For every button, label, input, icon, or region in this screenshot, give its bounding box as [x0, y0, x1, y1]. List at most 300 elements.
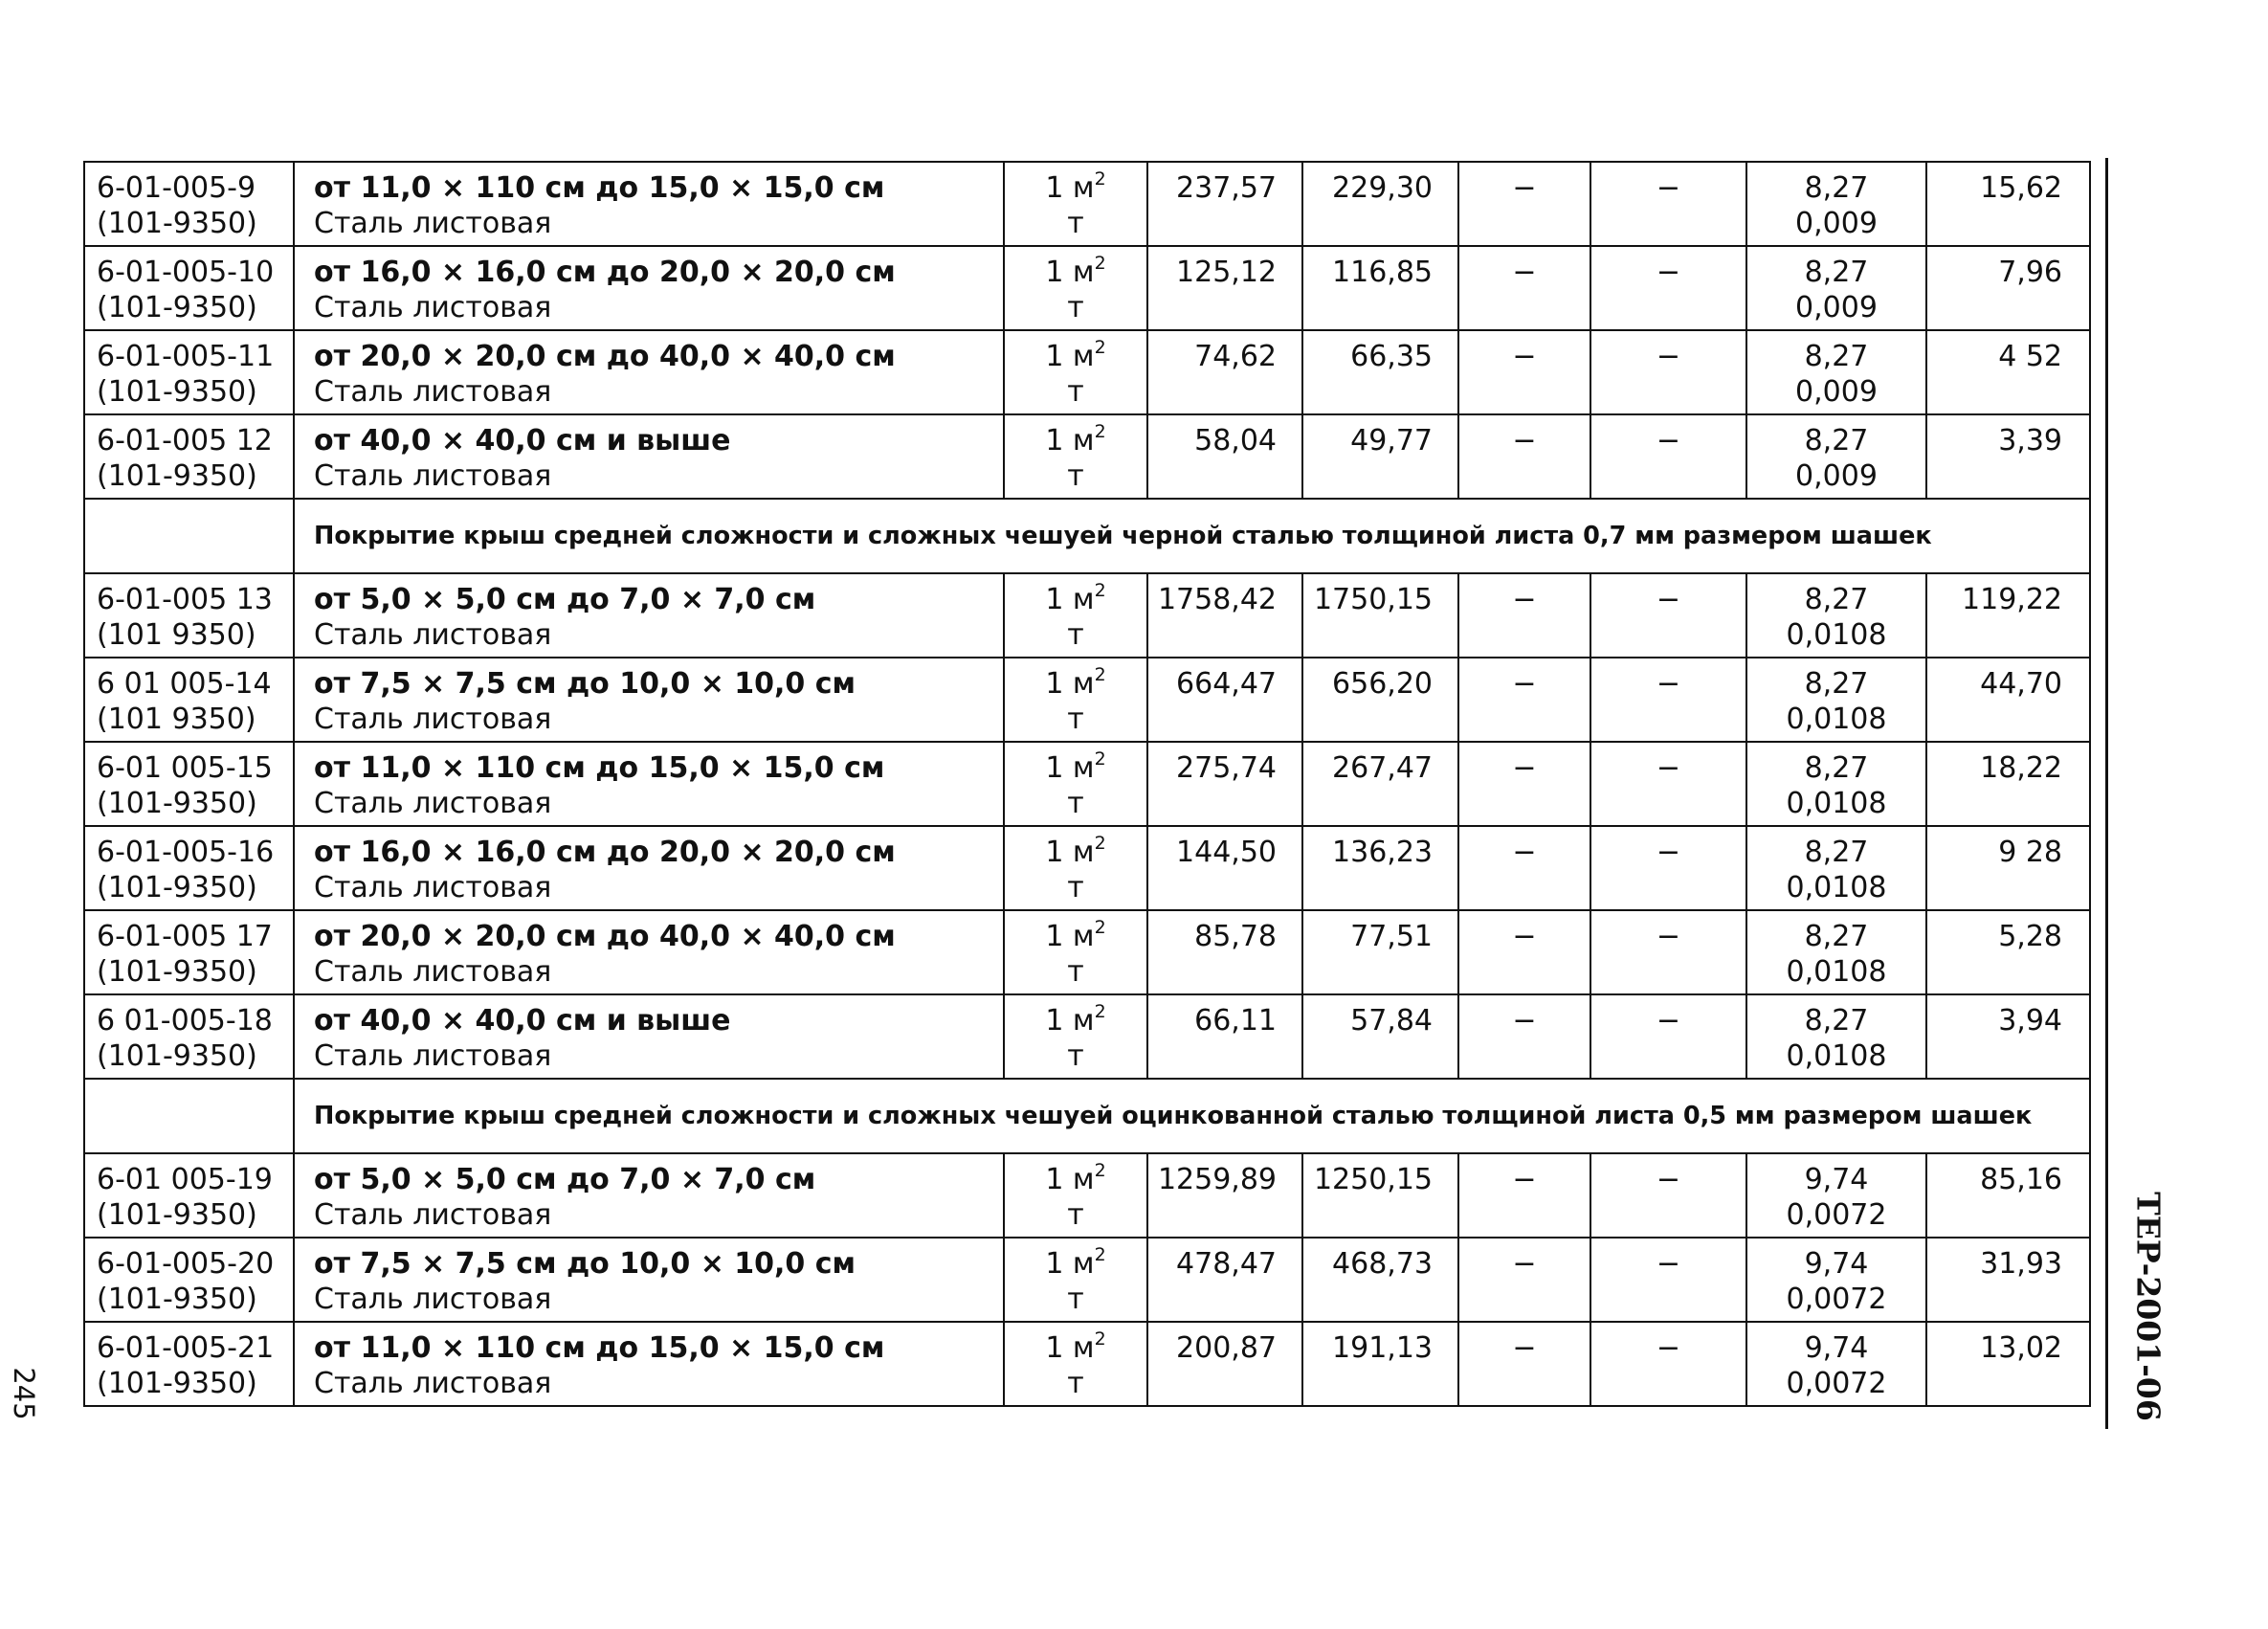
- total-cost: 144,50: [1176, 836, 1277, 869]
- unit-base: 1 м: [1045, 751, 1095, 785]
- material-cell: [1746, 658, 1926, 742]
- unit-base: 1 м: [1045, 1004, 1095, 1038]
- work-name: от 7,5 × 7,5 см до 10,0 × 10,0 см: [314, 667, 856, 701]
- unit-material: т: [1067, 1367, 1084, 1400]
- total-cost: 74,62: [1194, 340, 1277, 373]
- labor-cell: [1926, 414, 2090, 499]
- unit-material: т: [1067, 459, 1084, 493]
- table-row: [84, 573, 2090, 658]
- total-cost: 478,47: [1176, 1247, 1277, 1281]
- machinists-cell: [1590, 414, 1746, 499]
- material-cost: 9,74: [1804, 1247, 1869, 1281]
- rate-code-reference: (101-9350): [97, 375, 257, 409]
- labor-cell: [1926, 826, 2090, 910]
- salary-cost: 136,23: [1332, 836, 1433, 869]
- unit-material: т: [1067, 1039, 1084, 1073]
- machinists-cell: [1590, 573, 1746, 658]
- rate-code-cell: [84, 1238, 294, 1322]
- labor-cell: [1926, 246, 2090, 330]
- unit-measure: [1005, 582, 1146, 617]
- salary-cost: 49,77: [1350, 424, 1433, 457]
- salary-cost: 1250,15: [1313, 1163, 1433, 1196]
- total-cost-cell: [1147, 573, 1302, 658]
- work-description-cell: [294, 910, 1004, 994]
- unit-cell: [1004, 742, 1147, 826]
- unit-exponent: 2: [1094, 1160, 1106, 1181]
- material-cell: [1746, 994, 1926, 1079]
- rate-code: 6 01 005-14: [97, 667, 272, 701]
- labor-cost: 13,02: [1980, 1331, 2062, 1365]
- material-name: Сталь листовая: [314, 291, 552, 324]
- machines-cell: [1458, 826, 1590, 910]
- unit-exponent: 2: [1094, 1244, 1106, 1265]
- machines-cell: [1458, 910, 1590, 994]
- machines-cell: [1458, 162, 1590, 246]
- salary-cost: 57,84: [1350, 1004, 1433, 1038]
- rate-code-reference: (101 9350): [97, 703, 256, 736]
- unit-material: т: [1067, 618, 1084, 652]
- material-quantity: 0,0108: [1786, 787, 1887, 820]
- rate-code-cell: [84, 414, 294, 499]
- material-quantity: 0,009: [1795, 291, 1878, 324]
- rate-code: 6-01-005-21: [97, 1331, 275, 1365]
- rate-code: 6-01 005-15: [97, 751, 273, 785]
- salary-cell: [1302, 414, 1458, 499]
- material-cost: 8,27: [1804, 424, 1869, 457]
- labor-cell: [1926, 1153, 2090, 1238]
- section-heading-row: [84, 499, 2090, 573]
- machinists-salary: −: [1656, 583, 1681, 616]
- work-name: от 11,0 × 110 см до 15,0 × 15,0 см: [314, 751, 885, 785]
- salary-cost: 656,20: [1332, 667, 1433, 701]
- rate-code-cell: [84, 330, 294, 414]
- unit-material: т: [1067, 375, 1084, 409]
- machines-cost: −: [1512, 836, 1537, 869]
- work-description-cell: [294, 994, 1004, 1079]
- material-quantity: 0,009: [1795, 375, 1878, 409]
- rate-code-cell: [84, 162, 294, 246]
- unit-cell: [1004, 910, 1147, 994]
- salary-cost: 191,13: [1332, 1331, 1433, 1365]
- unit-measure: [1005, 919, 1146, 954]
- salary-cost: 229,30: [1332, 171, 1433, 205]
- unit-cell: [1004, 246, 1147, 330]
- labor-cost: 31,93: [1980, 1247, 2062, 1281]
- rate-code-cell: [84, 246, 294, 330]
- total-cost: 85,78: [1194, 920, 1277, 953]
- rates-table-body: [84, 162, 2090, 1406]
- unit-cell: [1004, 414, 1147, 499]
- material-quantity: 0,0108: [1786, 703, 1887, 736]
- rate-code-reference: (101-9350): [97, 291, 257, 324]
- rate-code-cell: [84, 573, 294, 658]
- material-cost: 8,27: [1804, 751, 1869, 785]
- salary-cell: [1302, 658, 1458, 742]
- rate-code-reference: (101-9350): [97, 787, 257, 820]
- machines-cell: [1458, 330, 1590, 414]
- machinists-salary: −: [1656, 424, 1681, 457]
- machinists-cell: [1590, 994, 1746, 1079]
- rate-code-cell: [84, 1322, 294, 1406]
- unit-base: 1 м: [1045, 424, 1095, 457]
- unit-material: т: [1067, 871, 1084, 904]
- machinists-salary: −: [1656, 340, 1681, 373]
- material-cell: [1746, 742, 1926, 826]
- material-name: Сталь листовая: [314, 207, 552, 240]
- labor-cell: [1926, 1238, 2090, 1322]
- labor-cell: [1926, 994, 2090, 1079]
- salary-cell: [1302, 1322, 1458, 1406]
- material-cell: [1746, 330, 1926, 414]
- unit-cell: [1004, 162, 1147, 246]
- machines-cell: [1458, 994, 1590, 1079]
- material-quantity: 0,0108: [1786, 871, 1887, 904]
- labor-cell: [1926, 1322, 2090, 1406]
- unit-exponent: 2: [1094, 833, 1106, 854]
- total-cost: 66,11: [1194, 1004, 1277, 1038]
- total-cost: 58,04: [1194, 424, 1277, 457]
- material-name: Сталь листовая: [314, 375, 552, 409]
- rate-code: 6-01-005 12: [97, 424, 273, 457]
- unit-cell: [1004, 826, 1147, 910]
- unit-base: 1 м: [1045, 1163, 1095, 1196]
- rate-code-cell: [84, 826, 294, 910]
- rate-code: 6-01-005-20: [97, 1247, 275, 1281]
- material-cost: 8,27: [1804, 256, 1869, 289]
- salary-cell: [1302, 1153, 1458, 1238]
- salary-cell: [1302, 910, 1458, 994]
- section-title: Покрытие крыш средней сложности и сложных чешуей черной сталью толщиной листа 0,7 мм размером шашек: [294, 499, 2090, 573]
- material-quantity: 0,0072: [1786, 1198, 1887, 1232]
- labor-cost: 85,16: [1980, 1163, 2062, 1196]
- machinists-salary: −: [1656, 836, 1681, 869]
- unit-measure: [1005, 339, 1146, 374]
- labor-cost: 7,96: [1998, 256, 2062, 289]
- work-name: от 7,5 × 7,5 см до 10,0 × 10,0 см: [314, 1247, 856, 1281]
- machines-cost: −: [1512, 1163, 1537, 1196]
- unit-measure: [1005, 255, 1146, 290]
- material-cell: [1746, 573, 1926, 658]
- machinists-cell: [1590, 1238, 1746, 1322]
- unit-measure: [1005, 835, 1146, 870]
- machinists-cell: [1590, 1153, 1746, 1238]
- machinists-cell: [1590, 658, 1746, 742]
- unit-exponent: 2: [1094, 748, 1106, 770]
- unit-base: 1 м: [1045, 1247, 1095, 1281]
- material-name: Сталь листовая: [314, 703, 552, 736]
- section-code-cell: [84, 1079, 294, 1153]
- machines-cell: [1458, 573, 1590, 658]
- unit-cell: [1004, 994, 1147, 1079]
- machinists-salary: −: [1656, 171, 1681, 205]
- machines-cost: −: [1512, 424, 1537, 457]
- material-cost: 8,27: [1804, 1004, 1869, 1038]
- machinists-salary: −: [1656, 256, 1681, 289]
- material-name: Сталь листовая: [314, 1367, 552, 1400]
- material-name: Сталь листовая: [314, 1198, 552, 1232]
- table-row: [84, 414, 2090, 499]
- salary-cost: 468,73: [1332, 1247, 1433, 1281]
- total-cost-cell: [1147, 1322, 1302, 1406]
- material-name: Сталь листовая: [314, 787, 552, 820]
- unit-base: 1 м: [1045, 667, 1095, 701]
- labor-cost: 3,94: [1998, 1004, 2062, 1038]
- rate-code-reference: (101-9350): [97, 955, 257, 989]
- table-row: [84, 658, 2090, 742]
- material-quantity: 0,009: [1795, 459, 1878, 493]
- unit-cell: [1004, 573, 1147, 658]
- material-cost: 8,27: [1804, 667, 1869, 701]
- material-cell: [1746, 1238, 1926, 1322]
- labor-cost: 9 28: [1998, 836, 2062, 869]
- machinists-cell: [1590, 162, 1746, 246]
- unit-material: т: [1067, 1198, 1084, 1232]
- material-name: Сталь листовая: [314, 871, 552, 904]
- total-cost: 125,12: [1176, 256, 1277, 289]
- work-name: от 40,0 × 40,0 см и выше: [314, 424, 731, 457]
- work-name: от 16,0 × 16,0 см до 20,0 × 20,0 см: [314, 256, 896, 289]
- material-cell: [1746, 414, 1926, 499]
- material-quantity: 0,0108: [1786, 1039, 1887, 1073]
- unit-exponent: 2: [1094, 917, 1106, 938]
- material-name: Сталь листовая: [314, 1283, 552, 1316]
- rate-code-reference: (101-9350): [97, 459, 257, 493]
- work-description-cell: [294, 573, 1004, 658]
- section-code-cell: [84, 499, 294, 573]
- rate-code-cell: [84, 1153, 294, 1238]
- machines-cost: −: [1512, 256, 1537, 289]
- rate-code-reference: (101-9350): [97, 1283, 257, 1316]
- labor-cost: 4 52: [1998, 340, 2062, 373]
- salary-cost: 116,85: [1332, 256, 1433, 289]
- material-cost: 8,27: [1804, 583, 1869, 616]
- salary-cell: [1302, 826, 1458, 910]
- work-description-cell: [294, 1238, 1004, 1322]
- unit-measure: [1005, 666, 1146, 702]
- work-name: от 5,0 × 5,0 см до 7,0 × 7,0 см: [314, 1163, 816, 1196]
- unit-base: 1 м: [1045, 920, 1095, 953]
- total-cost: 664,47: [1176, 667, 1277, 701]
- total-cost-cell: [1147, 1238, 1302, 1322]
- machines-cost: −: [1512, 920, 1537, 953]
- rate-code-reference: (101 9350): [97, 618, 256, 652]
- unit-measure: [1005, 750, 1146, 786]
- material-cell: [1746, 910, 1926, 994]
- material-cell: [1746, 246, 1926, 330]
- machinists-salary: −: [1656, 1163, 1681, 1196]
- machinists-cell: [1590, 1322, 1746, 1406]
- unit-measure: [1005, 1330, 1146, 1366]
- labor-cell: [1926, 658, 2090, 742]
- material-cell: [1746, 826, 1926, 910]
- machinists-salary: −: [1656, 1247, 1681, 1281]
- total-cost-cell: [1147, 246, 1302, 330]
- unit-material: т: [1067, 1283, 1084, 1316]
- rates-table: [83, 161, 2091, 1407]
- machinists-cell: [1590, 742, 1746, 826]
- total-cost: 200,87: [1176, 1331, 1277, 1365]
- labor-cell: [1926, 910, 2090, 994]
- salary-cell: [1302, 162, 1458, 246]
- unit-measure: [1005, 423, 1146, 458]
- total-cost-cell: [1147, 910, 1302, 994]
- table-row: [84, 1153, 2090, 1238]
- material-cell: [1746, 162, 1926, 246]
- work-name: от 11,0 × 110 см до 15,0 × 15,0 см: [314, 1331, 885, 1365]
- work-name: от 20,0 × 20,0 см до 40,0 × 40,0 см: [314, 920, 896, 953]
- labor-cost: 5,28: [1998, 920, 2062, 953]
- salary-cell: [1302, 573, 1458, 658]
- machinists-cell: [1590, 910, 1746, 994]
- salary-cell: [1302, 1238, 1458, 1322]
- unit-cell: [1004, 1322, 1147, 1406]
- machinists-salary: −: [1656, 1004, 1681, 1038]
- table-row: [84, 1322, 2090, 1406]
- table-row: [84, 742, 2090, 826]
- unit-cell: [1004, 658, 1147, 742]
- unit-exponent: 2: [1094, 664, 1106, 685]
- unit-cell: [1004, 1153, 1147, 1238]
- machinists-cell: [1590, 246, 1746, 330]
- machines-cost: −: [1512, 1004, 1537, 1038]
- labor-cost: 15,62: [1980, 171, 2062, 205]
- material-cost: 8,27: [1804, 836, 1869, 869]
- labor-cell: [1926, 162, 2090, 246]
- total-cost-cell: [1147, 330, 1302, 414]
- material-name: Сталь листовая: [314, 1039, 552, 1073]
- total-cost: 1259,89: [1157, 1163, 1277, 1196]
- total-cost-cell: [1147, 658, 1302, 742]
- salary-cell: [1302, 330, 1458, 414]
- work-description-cell: [294, 414, 1004, 499]
- machinists-salary: −: [1656, 667, 1681, 701]
- unit-base: 1 м: [1045, 256, 1095, 289]
- machines-cost: −: [1512, 667, 1537, 701]
- salary-cell: [1302, 246, 1458, 330]
- total-cost-cell: [1147, 162, 1302, 246]
- unit-cell: [1004, 1238, 1147, 1322]
- total-cost: 237,57: [1176, 171, 1277, 205]
- material-cell: [1746, 1322, 1926, 1406]
- total-cost-cell: [1147, 742, 1302, 826]
- rate-code: 6 01-005-18: [97, 1004, 273, 1038]
- salary-cell: [1302, 742, 1458, 826]
- machinists-cell: [1590, 826, 1746, 910]
- rate-code-cell: [84, 910, 294, 994]
- labor-cost: 44,70: [1980, 667, 2062, 701]
- unit-base: 1 м: [1045, 836, 1095, 869]
- machines-cell: [1458, 414, 1590, 499]
- work-name: от 11,0 × 110 см до 15,0 × 15,0 см: [314, 171, 885, 205]
- page-number: 245: [8, 1367, 40, 1420]
- work-description-cell: [294, 246, 1004, 330]
- labor-cost: 18,22: [1980, 751, 2062, 785]
- table-row: [84, 910, 2090, 994]
- work-name: от 40,0 × 40,0 см и выше: [314, 1004, 731, 1038]
- unit-material: т: [1067, 291, 1084, 324]
- unit-exponent: 2: [1094, 1001, 1106, 1022]
- unit-measure: [1005, 1003, 1146, 1038]
- total-cost: 275,74: [1176, 751, 1277, 785]
- document-code-label: ТЕР-2001-06: [2129, 1192, 2168, 1421]
- unit-material: т: [1067, 703, 1084, 736]
- material-cost: 9,74: [1804, 1163, 1869, 1196]
- unit-measure: [1005, 1246, 1146, 1282]
- table-row: [84, 994, 2090, 1079]
- unit-base: 1 м: [1045, 583, 1095, 616]
- rate-code: 6-01-005-11: [97, 340, 275, 373]
- unit-material: т: [1067, 787, 1084, 820]
- material-cost: 8,27: [1804, 340, 1869, 373]
- table-row: [84, 826, 2090, 910]
- unit-base: 1 м: [1045, 340, 1095, 373]
- material-quantity: 0,0072: [1786, 1367, 1887, 1400]
- rate-code-reference: (101-9350): [97, 207, 257, 240]
- material-quantity: 0,0072: [1786, 1283, 1887, 1316]
- total-cost-cell: [1147, 994, 1302, 1079]
- unit-measure: [1005, 1162, 1146, 1197]
- labor-cell: [1926, 573, 2090, 658]
- rate-code-cell: [84, 658, 294, 742]
- rate-code: 6-01-005-10: [97, 256, 275, 289]
- labor-cost: 3,39: [1998, 424, 2062, 457]
- material-name: Сталь листовая: [314, 955, 552, 989]
- total-cost-cell: [1147, 826, 1302, 910]
- work-description-cell: [294, 1322, 1004, 1406]
- material-cell: [1746, 1153, 1926, 1238]
- machines-cell: [1458, 658, 1590, 742]
- machinists-salary: −: [1656, 751, 1681, 785]
- table-row: [84, 162, 2090, 246]
- work-description-cell: [294, 330, 1004, 414]
- material-cost: 8,27: [1804, 920, 1869, 953]
- rate-code: 6-01 005-19: [97, 1163, 273, 1196]
- work-description-cell: [294, 162, 1004, 246]
- total-cost-cell: [1147, 1153, 1302, 1238]
- right-margin-rule: [2105, 158, 2108, 1429]
- table-row: [84, 246, 2090, 330]
- unit-exponent: 2: [1094, 580, 1106, 601]
- rate-code: 6-01-005 17: [97, 920, 273, 953]
- material-quantity: 0,0108: [1786, 955, 1887, 989]
- rate-code: 6-01-005-9: [97, 171, 256, 205]
- rate-code-reference: (101-9350): [97, 1367, 257, 1400]
- work-description-cell: [294, 658, 1004, 742]
- material-name: Сталь листовая: [314, 618, 552, 652]
- unit-material: т: [1067, 207, 1084, 240]
- unit-exponent: 2: [1094, 168, 1106, 190]
- unit-material: т: [1067, 955, 1084, 989]
- unit-base: 1 м: [1045, 171, 1095, 205]
- machines-cost: −: [1512, 751, 1537, 785]
- unit-exponent: 2: [1094, 337, 1106, 358]
- work-description-cell: [294, 742, 1004, 826]
- labor-cost: 119,22: [1962, 583, 2062, 616]
- unit-exponent: 2: [1094, 421, 1106, 442]
- total-cost-cell: [1147, 414, 1302, 499]
- rate-code-cell: [84, 994, 294, 1079]
- machines-cell: [1458, 246, 1590, 330]
- work-description-cell: [294, 826, 1004, 910]
- rate-code-reference: (101-9350): [97, 871, 257, 904]
- machinists-salary: −: [1656, 920, 1681, 953]
- unit-base: 1 м: [1045, 1331, 1095, 1365]
- machines-cost: −: [1512, 171, 1537, 205]
- material-quantity: 0,0108: [1786, 618, 1887, 652]
- work-name: от 20,0 × 20,0 см до 40,0 × 40,0 см: [314, 340, 896, 373]
- salary-cost: 66,35: [1350, 340, 1433, 373]
- table-row: [84, 330, 2090, 414]
